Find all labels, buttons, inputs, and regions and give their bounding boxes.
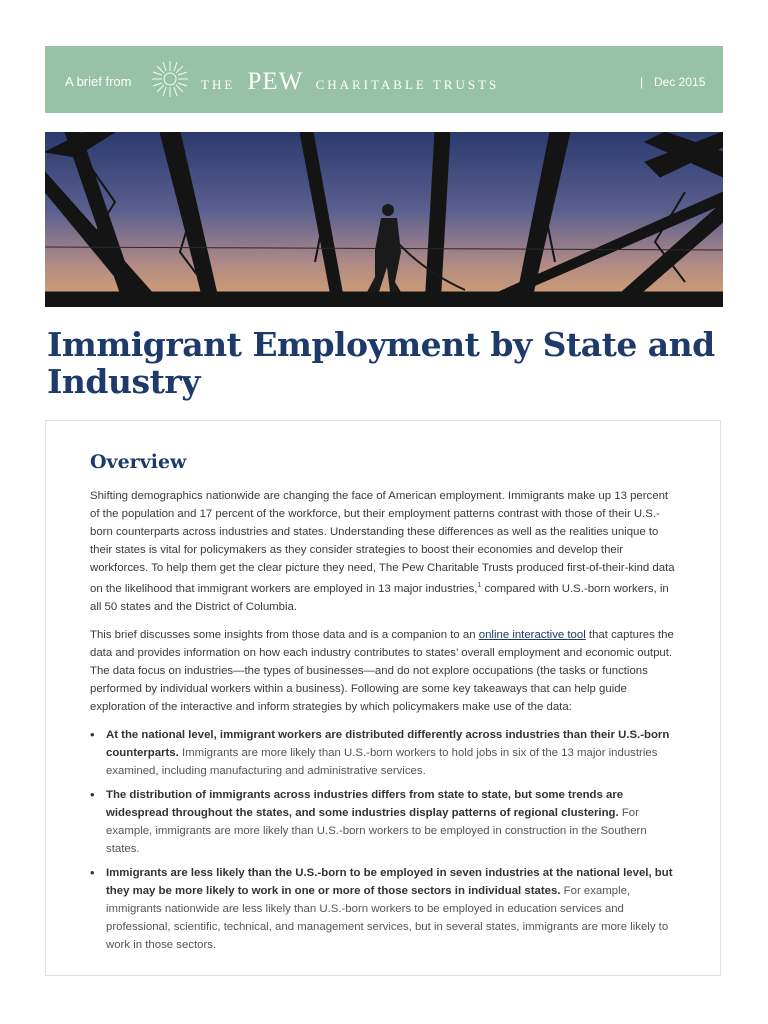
paragraph-1-text: Shifting demographics nationwide are changing the face of American employment. Immigrants make up 13 percent of the population and 17 percent of the workforce, but their employment patterns contrast with those of their U.S.-born counterparts across industries and states. Understanding these differences as well as the realities unique to their states is vital for policymakers as they consider strategies to boost their economies and develop their workforces. To help them get the clear picture they need, The Pew Charitable Trusts produced first-of-their-kind data on the likelihood that immigrant workers are employed in 13 major industries, <box>90 490 675 595</box>
takeaway-bold: Immigrants are less likely than the U.S.-born to be employed in seven industries at the national level, but they may be more likely to work in one or more of those sectors in individual states. <box>106 866 673 897</box>
ironworker-silhouette-image <box>45 132 723 307</box>
hero-image <box>45 132 723 307</box>
overview-box <box>45 420 721 976</box>
list-item <box>106 864 680 954</box>
takeaway-bold: The distribution of immigrants across industries differs from state to state, but some trends are widespread throughout the states, and some industries display patterns of regional clustering. <box>106 788 624 819</box>
pew-sunburst-logo-icon <box>149 58 191 100</box>
header-banner <box>45 46 723 113</box>
takeaway-bold: At the national level, immigrant workers are distributed differently across industries than their U.S.-born counterparts. <box>106 728 670 759</box>
paragraph-2-before: This brief discusses some insights from those data and is a companion to an <box>90 628 479 641</box>
overview-heading: Overview <box>90 451 187 473</box>
publication-date: Dec 2015 <box>654 75 706 89</box>
brief-label: A brief from <box>65 74 132 89</box>
takeaway-text: For example, immigrants are more likely than U.S.-born workers to be employed in construction in the Southern states. <box>106 806 647 855</box>
org-name: PEW <box>247 68 304 95</box>
page-title: Immigrant Employment by State and Industry <box>47 325 715 401</box>
list-item <box>106 786 680 858</box>
paragraph-1-tail: compared with U.S.-born workers, in all 50 states and the District of Columbia. <box>90 582 669 613</box>
org-suffix: CHARITABLE TRUSTS <box>315 77 500 92</box>
overview-paragraph-2 <box>90 626 680 716</box>
header-separator: | <box>640 75 644 89</box>
footnote-marker[interactable]: 1 <box>477 582 482 589</box>
list-item <box>106 726 680 780</box>
takeaway-text: Immigrants are more likely than U.S.-born workers to hold jobs in six of the 13 major industries examined, including manufacturing and administrative services. <box>106 746 658 777</box>
org-wordmark <box>201 68 499 96</box>
key-takeaways-list <box>90 726 680 954</box>
takeaway-text: For example, immigrants nationwide are less likely than U.S.-born workers to be employed in education services and professional, scientific, technical, and management services, but in several states, immigrants are more likely to work in those sectors. <box>106 884 669 951</box>
online-interactive-tool-link[interactable]: online interactive tool <box>478 628 586 641</box>
org-prefix: THE <box>201 77 236 92</box>
overview-paragraph-1 <box>90 487 680 616</box>
paragraph-2-after: that captures the data and provides information on how each industry contributes to states’ overall employment and economic output. The data focus on industries—the types of businesses—and do not explore occupations (the tasks or functions performed by individual workers within a business). Following are some key takeaways that can help guide exploration of the interactive and inform strategies by which policymakers make use of the data: <box>90 628 674 713</box>
